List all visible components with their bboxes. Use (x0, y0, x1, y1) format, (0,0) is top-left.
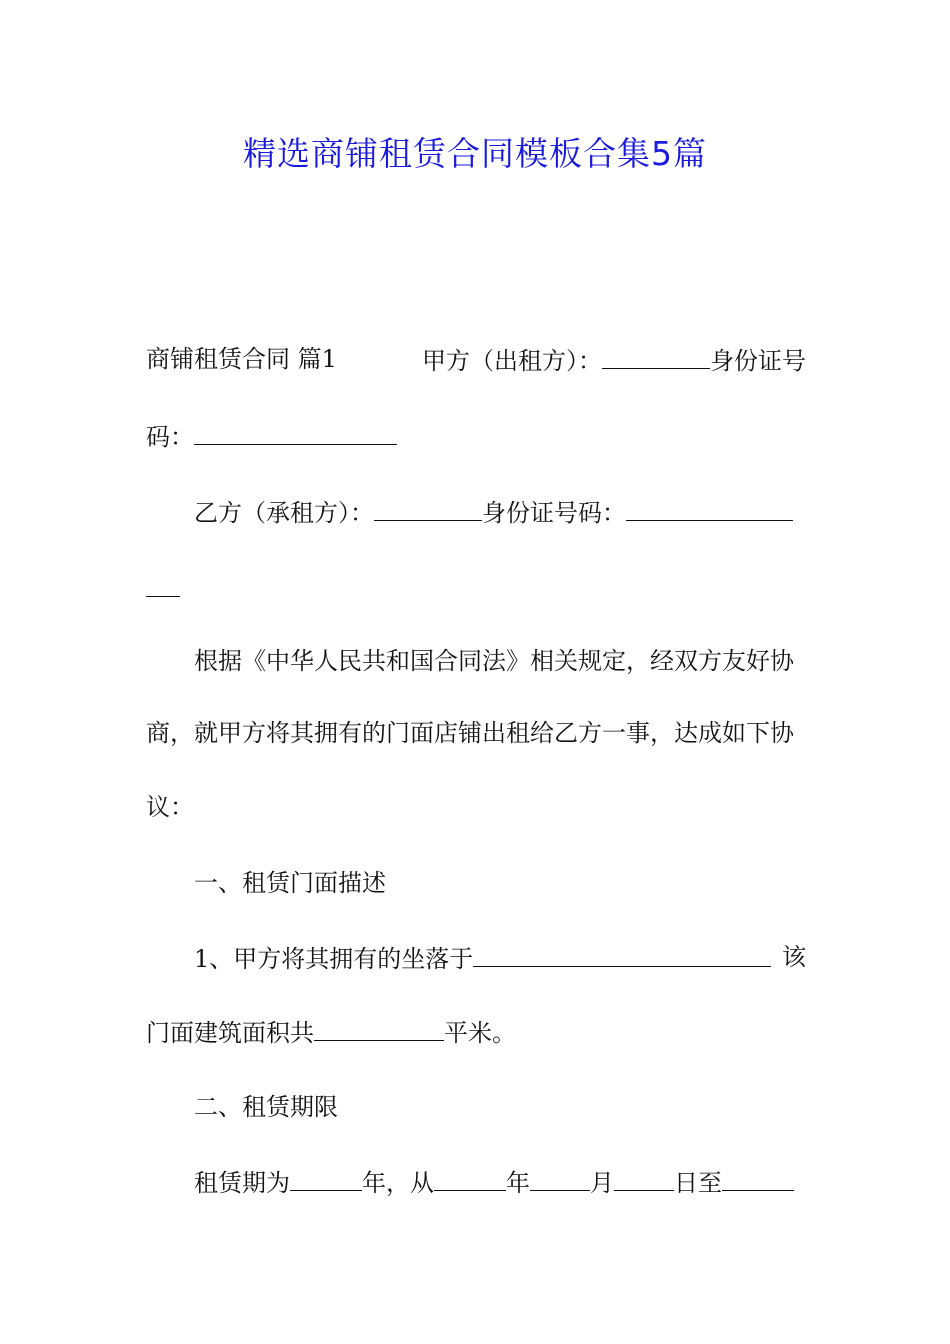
item-1-tail: 该 (782, 943, 806, 971)
item-1-cont-line (146, 1014, 806, 1050)
location-blank (473, 940, 771, 967)
party-a-field (422, 342, 806, 378)
party-b-id-blank-cont (146, 570, 180, 597)
term-year-label: 年 (506, 1169, 530, 1197)
party-b-line (194, 494, 806, 530)
item-1-text (194, 940, 771, 976)
document-title: 精选商铺租赁合同模板合集5篇 (243, 134, 707, 173)
party-b-blank (374, 494, 482, 521)
start-month-blank (530, 1164, 590, 1191)
term-day-to-label: 日至 (674, 1169, 722, 1197)
area-label: 门面建筑面积共 (146, 1019, 314, 1047)
item-1-lead: 1、甲方将其拥有的坐落于 (194, 945, 474, 973)
term-year-from: 年，从 (362, 1169, 434, 1197)
party-a-id-label: 身份证号 (710, 347, 806, 375)
term-lead: 租赁期为 (194, 1169, 290, 1197)
para-1-line-1: 根据《中华人民共和国合同法》相关规定，经双方友好协 (194, 647, 794, 675)
section-2-heading: 二、租赁期限 (194, 1093, 338, 1121)
area-unit: 平米。 (444, 1019, 516, 1047)
start-day-blank (614, 1164, 674, 1191)
party-a-label: 甲方（出租方）： (422, 347, 602, 375)
item-1-line (194, 940, 806, 976)
party-b-id-cont-line (146, 570, 806, 606)
party-a-id-label-cont: 码： (146, 423, 194, 451)
party-a-id-blank (194, 418, 397, 445)
start-year-blank (434, 1164, 506, 1191)
contract-heading: 商铺租赁合同 篇1 (146, 345, 337, 373)
para-1-line-2: 商，就甲方将其拥有的门面店铺出租给乙方一事，达成如下协 (146, 719, 794, 747)
section-1-heading: 一、租赁门面描述 (194, 869, 386, 897)
heading-line (146, 342, 806, 378)
term-month-label: 月 (590, 1169, 614, 1197)
term-line (194, 1164, 806, 1200)
party-b-id-blank (626, 494, 793, 521)
end-year-blank (722, 1164, 794, 1191)
party-b-label: 乙方（承租方）： (194, 499, 374, 527)
term-years-blank (290, 1164, 362, 1191)
party-b-id-label: 身份证号码： (482, 499, 626, 527)
para-1-line-3: 议： (146, 793, 194, 821)
party-a-id-line (146, 418, 806, 454)
party-a-blank (602, 342, 710, 369)
area-blank (314, 1014, 444, 1041)
